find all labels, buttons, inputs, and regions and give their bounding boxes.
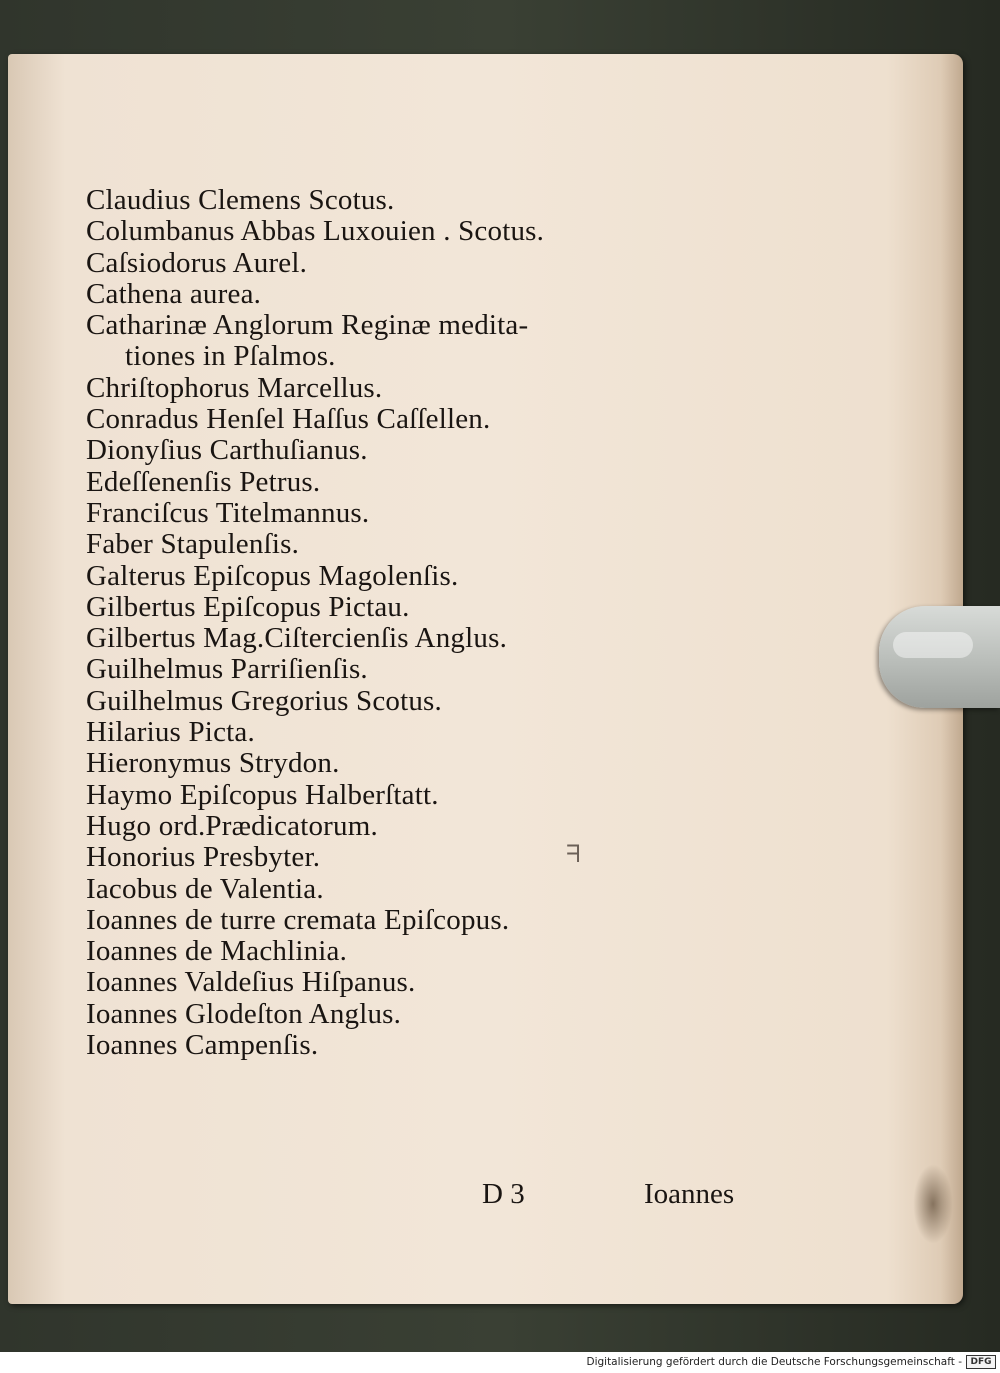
author-entry: Ioannes Valdeſius Hiſpanus. (86, 966, 416, 999)
author-entry: Edeſſenenſis Petrus. (86, 465, 321, 498)
author-entry: Faber Stapulenſis. (86, 528, 300, 561)
page-clip (879, 606, 1000, 708)
author-entry: Haymo Epiſcopus Halberſtatt. (86, 778, 439, 811)
author-entry: Honorius Presbyter. (86, 841, 321, 874)
author-entry: Ioannes Glodeſton Anglus. (86, 997, 402, 1030)
author-entry: Ioannes Campenſis. (86, 1029, 319, 1062)
author-entry: tiones in Pſalmos. (125, 340, 336, 373)
page-footer (8, 1178, 963, 1212)
author-entry: Chriſtophorus Marcellus. (86, 371, 383, 404)
author-list (86, 185, 544, 1061)
author-entry: Conradus Henſel Haſſus Caſſellen. (86, 403, 491, 436)
author-entry: Dionyſius Carthuſianus. (86, 434, 368, 467)
author-entry: Guilhelmus Parriſienſis. (86, 653, 368, 686)
funding-credit: Digitalisierung gefördert durch die Deutsche Forschungsgemeinschaft - (586, 1356, 962, 1368)
author-entry: Ioannes de turre cremata Epiſcopus. (86, 903, 510, 936)
author-entry: Catharinæ Anglorum Reginæ medita- (86, 309, 529, 342)
author-entry: Cathena aurea. (86, 277, 262, 310)
book-page (8, 54, 963, 1304)
author-entry: Columbanus Abbas Luxouien . Scotus. (86, 215, 545, 248)
author-entry: Ioannes de Machlinia. (86, 935, 348, 968)
author-entry: Guilhelmus Gregorius Scotus. (86, 684, 442, 717)
author-entry: Caſsiodorus Aurel. (86, 246, 308, 279)
author-entry: Iacobus de Valentia. (86, 872, 324, 905)
author-entry: Gilbertus Epiſcopus Pictau. (86, 590, 410, 623)
author-entry: Franciſcus Titelmannus. (86, 496, 370, 529)
marginal-mark: ᖷ (566, 842, 581, 868)
author-entry: Galterus Epiſcopus Magolenſis. (86, 559, 459, 592)
author-entry: Hilarius Picta. (86, 716, 255, 749)
dfg-logo: DFG (966, 1355, 996, 1369)
catchword: Ioannes (644, 1178, 735, 1210)
author-entry: Hieronymus Strydon. (86, 747, 340, 780)
clip-highlight (893, 632, 973, 658)
author-entry: Hugo ord.Prædicatorum. (86, 809, 378, 842)
author-entry: Claudius Clemens Scotus. (86, 184, 395, 216)
author-entry: Gilbertus Mag.Ciſtercienſis Anglus. (86, 622, 508, 655)
credit-bar (0, 1352, 1000, 1373)
signature-mark: D 3 (482, 1178, 525, 1210)
